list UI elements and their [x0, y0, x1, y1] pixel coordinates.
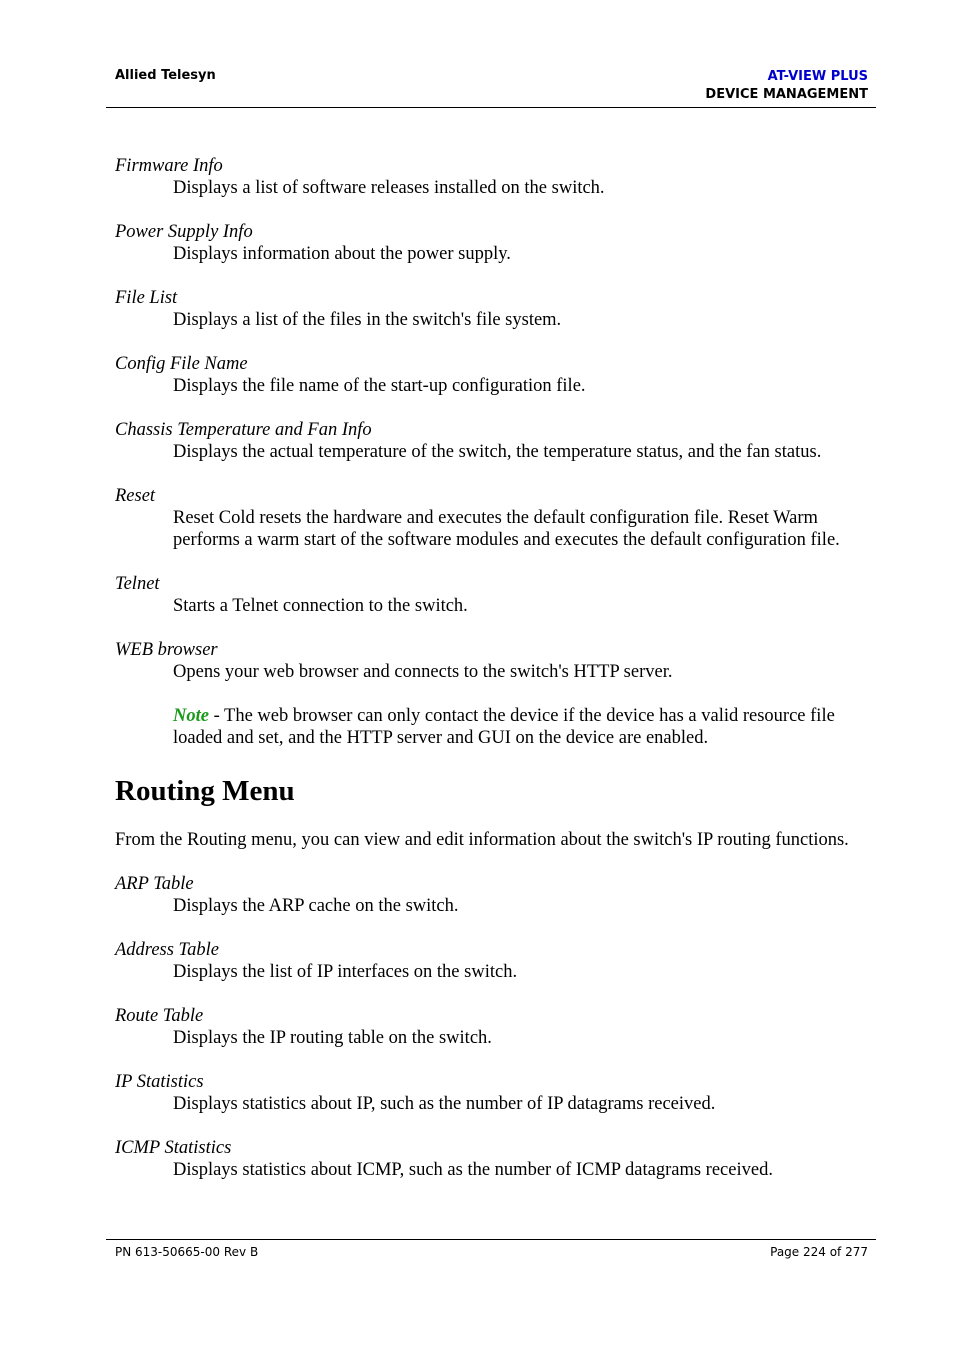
note-label: Note: [173, 706, 209, 726]
term-power-supply-info: Power Supply Info: [115, 222, 253, 242]
term-firmware-info: Firmware Info: [115, 156, 223, 176]
desc-file-list: Displays a list of the files in the switch's file system.: [173, 310, 562, 330]
footer-page-number: Page 224 of 277: [770, 1245, 868, 1259]
term-arp-table: ARP Table: [115, 874, 194, 894]
desc-reset: Reset Cold resets the hardware and executes the default configuration file. Reset Warm performs a warm start of the software modules and executes the default configuration file.: [173, 508, 840, 550]
header-section: DEVICE MANAGEMENT: [705, 87, 868, 102]
desc-power-supply-info: Displays information about the power supply.: [173, 244, 511, 264]
header-right: [705, 68, 868, 104]
routing-intro: From the Routing menu, you can view and edit information about the switch's IP routing functions.: [115, 830, 849, 850]
desc-config-file-name: Displays the file name of the start-up configuration file.: [173, 376, 586, 396]
term-ip-statistics: IP Statistics: [115, 1072, 204, 1092]
term-reset: Reset: [115, 486, 156, 506]
header-company: Allied Telesyn: [115, 68, 216, 83]
footer-rule: [106, 1239, 876, 1240]
desc-ip-statistics: Displays statistics about IP, such as the number of IP datagrams received.: [173, 1094, 716, 1114]
desc-address-table: Displays the list of IP interfaces on the switch.: [173, 962, 518, 982]
header-product: AT-VIEW PLUS: [767, 69, 868, 84]
definition-list-routing: [115, 873, 875, 1181]
desc-telnet: Starts a Telnet connection to the switch.: [173, 596, 468, 616]
term-telnet: Telnet: [115, 574, 160, 594]
term-address-table: Address Table: [115, 940, 219, 960]
term-file-list: File List: [115, 288, 178, 308]
section-title-routing: Routing Menu: [115, 775, 295, 807]
desc-route-table: Displays the IP routing table on the switch.: [173, 1028, 492, 1048]
footer-part-number: PN 613-50665-00 Rev B: [115, 1245, 259, 1259]
desc-arp-table: Displays the ARP cache on the switch.: [173, 896, 459, 916]
desc-icmp-statistics: Displays statistics about ICMP, such as the number of ICMP datagrams received.: [173, 1160, 773, 1180]
desc-web-browser: Opens your web browser and connects to the switch's HTTP server.: [173, 662, 673, 682]
note-text: - The web browser can only contact the device if the device has a valid resource file loaded and set, and the HTTP server and GUI on the device are enabled.: [173, 706, 835, 748]
definition-list-top: [115, 155, 875, 749]
desc-firmware-info: Displays a list of software releases installed on the switch.: [173, 178, 605, 198]
term-config-file-name: Config File Name: [115, 354, 248, 374]
desc-chassis-temp: Displays the actual temperature of the switch, the temperature status, and the fan status.: [173, 442, 822, 462]
term-web-browser: WEB browser: [115, 640, 218, 660]
page-content: [115, 155, 875, 1203]
note: [173, 705, 875, 749]
term-icmp-statistics: ICMP Statistics: [115, 1138, 232, 1158]
term-chassis-temp: Chassis Temperature and Fan Info: [115, 420, 372, 440]
term-route-table: Route Table: [115, 1006, 204, 1026]
header-rule: [106, 107, 876, 108]
